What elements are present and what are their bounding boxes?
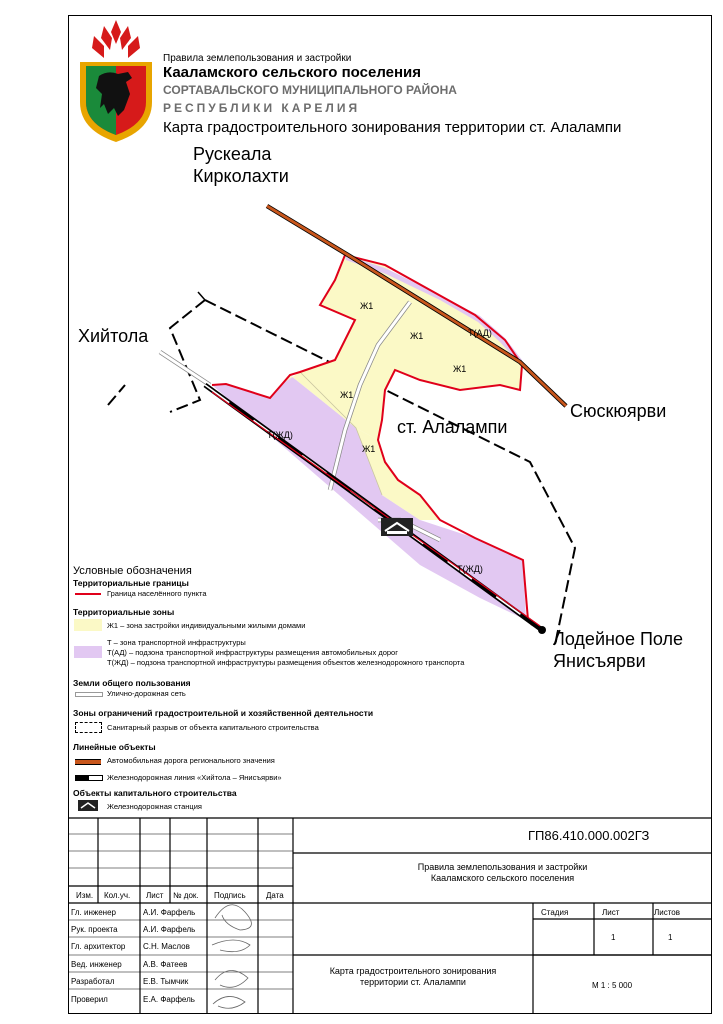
zone-label-zh1: Ж1 <box>360 301 374 311</box>
place-kirkkolahti: Кирколахти <box>193 166 289 186</box>
col-list: Лист <box>146 891 164 900</box>
legend-section-public: Земли общего пользования <box>73 678 191 688</box>
zone-label-tad: Т(АД) <box>468 328 492 338</box>
header-line3: СОРТАВАЛЬСКОГО МУНИЦИПАЛЬНОГО РАЙОНА <box>163 83 457 97</box>
name-0: А.И. Фарфель <box>143 908 196 917</box>
col-doc-no: № док. <box>173 891 199 900</box>
doc-title-line1: Карта градостроительного зонирования <box>329 966 497 976</box>
col-date: Дата <box>266 891 284 900</box>
zone-label-tzhd: Т(ЖД) <box>457 564 483 574</box>
legend-item-sanitary: Санитарный разрыв от объекта капитального строительства <box>107 723 319 732</box>
doc-title-line2: территории ст. Алалампи <box>360 977 466 987</box>
name-3: А.В. Фатеев <box>143 960 188 969</box>
legend-section-capital: Объекты капитального строительства <box>73 788 237 798</box>
legend-item-station: Железнодорожная станция <box>107 802 202 811</box>
role-4: Разработал <box>71 977 115 986</box>
legend-section-zones: Территориальные зоны <box>73 607 175 617</box>
name-2: С.Н. Маслов <box>143 942 190 951</box>
zone-label-zh1: Ж1 <box>362 444 376 454</box>
header-line4: РЕСПУБЛИКИ КАРЕЛИЯ <box>163 101 361 115</box>
project-line1: Правила землепользования и застройки <box>417 862 588 872</box>
legend-item-road: Автомобильная дорога регионального значения <box>107 756 275 765</box>
col-signature: Подпись <box>214 891 246 900</box>
role-2: Гл. архитектор <box>71 942 126 951</box>
role-3: Вед. инженер <box>71 960 122 969</box>
place-alalampi: ст. Алалампи <box>397 417 508 437</box>
legend-item-zh1: Ж1 – зона застройки индивидуальными жилыми домами <box>107 621 306 630</box>
map-title: Карта градостроительного зонирования территории ст. Алалампи <box>163 119 622 136</box>
zone-label-zh1: Ж1 <box>340 390 354 400</box>
doc-code: ГП86.410.000.002ГЗ <box>528 828 650 843</box>
legend-item-tzhd: Т(ЖД) – подзона транспортной инфраструктуры размещения объектов железнодорожного транспорта <box>107 658 465 667</box>
sheets-label: Листов <box>654 908 680 917</box>
legend-item-rail: Железнодорожная линия «Хийтола – Янисъярви» <box>107 773 282 782</box>
role-0: Гл. инженер <box>71 908 116 917</box>
zone-label-zh1: Ж1 <box>410 331 424 341</box>
place-yanisyarvi: Янисъярви <box>553 651 646 671</box>
legend-item-tad: Т(АД) – подзона транспортной инфраструктуры размещения автомобильных дорог <box>107 648 398 657</box>
legend-section-linear: Линейные объекты <box>73 742 156 752</box>
doc-title <box>293 966 533 988</box>
project-name <box>293 862 712 884</box>
place-hiitola: Хийтола <box>78 326 149 346</box>
zone-label-zh1: Ж1 <box>453 364 467 374</box>
header-line1: Правила землепользования и застройки <box>163 53 352 64</box>
header-line2: Кааламского сельского поселения <box>163 64 422 81</box>
sheet-label: Лист <box>602 908 620 917</box>
legend-item-street: Улично-дорожная сеть <box>107 689 186 698</box>
legend-item-boundary: Граница населённого пункта <box>107 589 207 598</box>
project-line2: Кааламского сельского поселения <box>430 873 575 883</box>
place-ruskeala: Рускеала <box>193 144 272 164</box>
place-syuskyuyarvi: Сюскюярви <box>570 401 667 421</box>
legend-section-restrictions: Зоны ограничений градостроительной и хозяйственной деятельности <box>73 708 374 718</box>
role-1: Рук. проекта <box>71 925 118 934</box>
sheets-value: 1 <box>668 933 673 942</box>
role-5: Проверил <box>71 995 108 1004</box>
legend-title: Условные обозначения <box>73 565 192 577</box>
col-kol-uch: Кол.уч. <box>104 891 131 900</box>
name-1: А.И. Фарфель <box>143 925 196 934</box>
name-5: Е.А. Фарфель <box>143 995 195 1004</box>
place-lodeinoe-pole: Лодейное Поле <box>553 629 684 649</box>
stage-label: Стадия <box>541 908 569 917</box>
scale: М 1 : 5 000 <box>592 981 633 990</box>
col-izm: Изм. <box>76 891 94 900</box>
name-4: Е.В. Тымчик <box>143 977 189 986</box>
legend-section-boundaries: Территориальные границы <box>73 578 189 588</box>
sheet-value: 1 <box>611 933 616 942</box>
legend-item-t: Т – зона транспортной инфраструктуры <box>107 638 246 647</box>
zone-label-tzhd: Т(ЖД) <box>267 430 293 440</box>
